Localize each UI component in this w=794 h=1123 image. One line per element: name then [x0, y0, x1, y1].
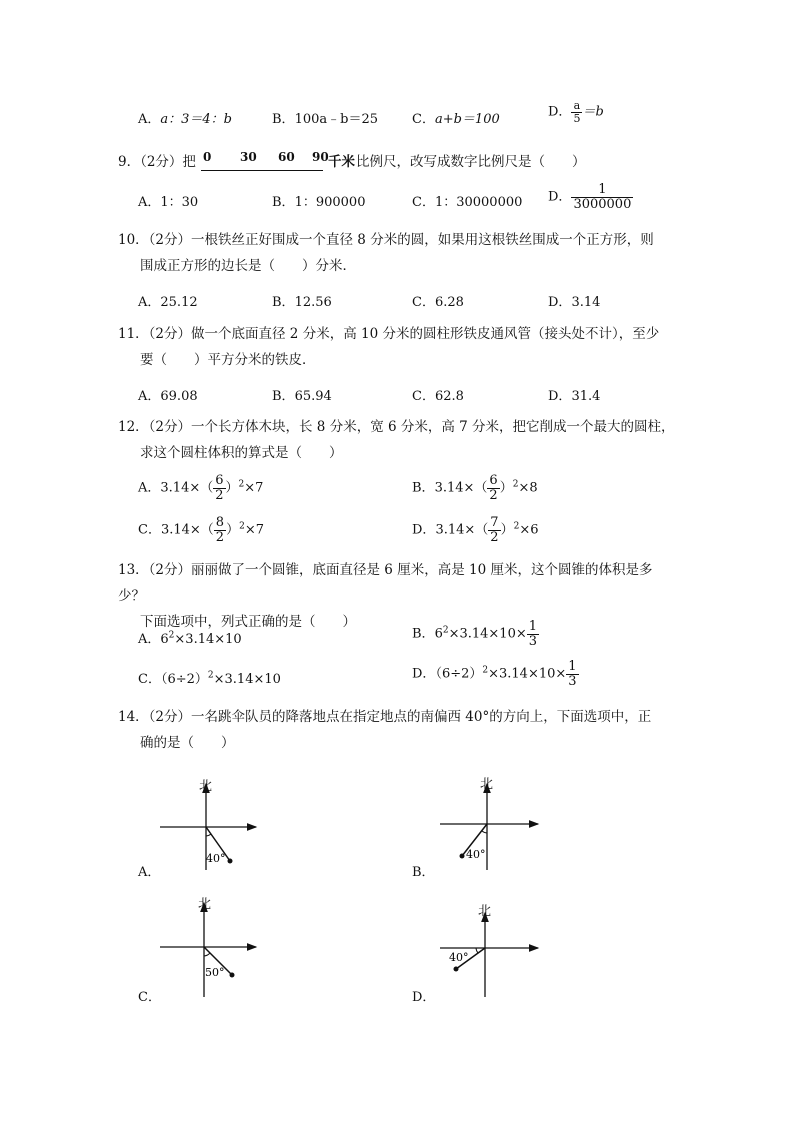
q8-option-c[interactable]: C．a+b＝100 [412, 112, 500, 127]
angle-arc [482, 831, 487, 833]
angle-label: 50° [205, 966, 225, 979]
q9-option-d[interactable]: D． $\frac{1}{3000000}$ [548, 182, 632, 212]
q10-question [118, 227, 678, 279]
diagram-d-letter[interactable]: D． [412, 990, 436, 1005]
q9-option-a[interactable]: A．1：30 [138, 195, 199, 210]
angle-label: 40° [206, 852, 226, 865]
q10-option-a[interactable]: A．25.12 [138, 295, 198, 310]
q11-option-d[interactable]: D．31.4 [548, 389, 601, 404]
q10-option-b[interactable]: B．12.56 [272, 295, 332, 310]
landing-point [460, 854, 465, 859]
landing-point [230, 973, 235, 978]
scale-unit: 千米 [328, 154, 355, 170]
q10-line1: 10．（2分）一根铁丝正好围成一个直径 8 分米的圆，如果用这根铁丝围成一个正方形，则 [118, 232, 654, 248]
q14-line1: 14．（2分）一名跳伞队员的降落地点在指定地点的南偏西 40°的方向上，下面选项中，正 [118, 709, 652, 725]
q12-question [118, 414, 678, 466]
q12-line2: 求这个圆柱体积的算式是（ ） [140, 445, 343, 461]
q13-option-b[interactable]: B．$6^2\times 3.14\times 10\times$ $\frac{1}{3}$ [412, 619, 538, 649]
q11-option-a[interactable]: A．69.08 [138, 389, 198, 404]
q11-question [118, 321, 678, 373]
diagram-a-letter[interactable]: A． [138, 865, 161, 880]
q10-line2: 围成正方形的边长是（ ）分米． [140, 258, 356, 274]
landing-point [228, 859, 233, 864]
scale-label-0: 0 [203, 150, 212, 164]
q9-prefix: 9．（2分）把 [118, 154, 196, 170]
q9-option-b[interactable]: B．1：900000 [272, 195, 366, 210]
north-label: 北 [478, 904, 492, 919]
angle-label: 40° [466, 848, 486, 861]
q10-option-d[interactable]: D．3.14 [548, 295, 601, 310]
q12-option-d[interactable]: D．3.14×（ $\frac{7}{2}$ ）$^2$×6 [412, 515, 539, 545]
q12-option-c[interactable]: C．3.14×（ $\frac{8}{2}$ ）$^2$×7 [138, 515, 264, 545]
q13-option-c[interactable]: C．$(6\div 2)^2\times 3.14\times 10$ [138, 670, 281, 687]
landing-point [454, 967, 459, 972]
north-label: 北 [199, 779, 213, 794]
q9-suffix: 比例尺，改写成数字比例尺是（ ） [356, 154, 586, 170]
q11-option-c[interactable]: C．62.8 [412, 389, 464, 404]
angle-arc [206, 834, 211, 836]
q8-option-d[interactable]: D． $\frac{a}{5}$ ＝b [548, 99, 604, 125]
scale-label-60: 60 [278, 150, 295, 164]
scale-label-90: 90 [312, 150, 329, 164]
q12-option-a[interactable]: A．3.14×（ $\frac{6}{2}$ ）$^2$×7 [138, 473, 264, 503]
angle-label: 40° [449, 951, 469, 964]
diagram-c-letter[interactable]: C． [138, 990, 161, 1005]
q13-option-d[interactable]: D．$(6\div 2)^2\times 3.14\times 10\times$ $\frac{1}{3}$ [412, 659, 577, 689]
q14-question [118, 704, 678, 756]
q9-question [118, 150, 196, 170]
q13-option-a[interactable]: A．$6^2\times 3.14\times 10$ [138, 630, 242, 647]
angle-arc [476, 948, 478, 953]
q12-option-b[interactable]: B．3.14×（ $\frac{6}{2}$ ）$^2$×8 [412, 473, 538, 503]
scale-label-30: 30 [240, 150, 257, 164]
q11-option-b[interactable]: B．65.94 [272, 389, 332, 404]
q11-line2: 要（ ）平方分米的铁皮． [140, 352, 316, 368]
north-label: 北 [480, 777, 494, 792]
q13-line1: 13．（2分）丽丽做了一个圆锥，底面直径是 6 厘米，高是 10 厘米，这个圆锥的体积是多少？ [118, 562, 653, 604]
q14-line2: 确的是（ ） [140, 735, 235, 751]
q12-line1: 12．（2分）一个长方体木块，长 8 分米，宽 6 分米，高 7 分米，把它削成一个最大的圆柱， [118, 419, 675, 435]
q13-line2: 下面选项中，列式正确的是（ ） [140, 614, 356, 630]
q8-option-a[interactable]: A．a：3＝4：b [138, 112, 233, 127]
diagram-b-letter[interactable]: B． [412, 865, 435, 880]
q8-option-b[interactable]: B．100a﹣b＝25 [272, 112, 378, 127]
q9-option-c[interactable]: C．1：30000000 [412, 195, 523, 210]
north-label: 北 [198, 897, 212, 912]
diagram-d[interactable] [432, 893, 552, 998]
angle-arc [204, 953, 210, 956]
q10-option-c[interactable]: C．6.28 [412, 295, 464, 310]
q11-line1: 11．（2分）做一个底面直径 2 分米，高 10 分米的圆柱形铁皮通风管（接头处不计），至少 [118, 326, 660, 342]
scale-bar [201, 156, 323, 171]
q13-question [118, 557, 678, 635]
